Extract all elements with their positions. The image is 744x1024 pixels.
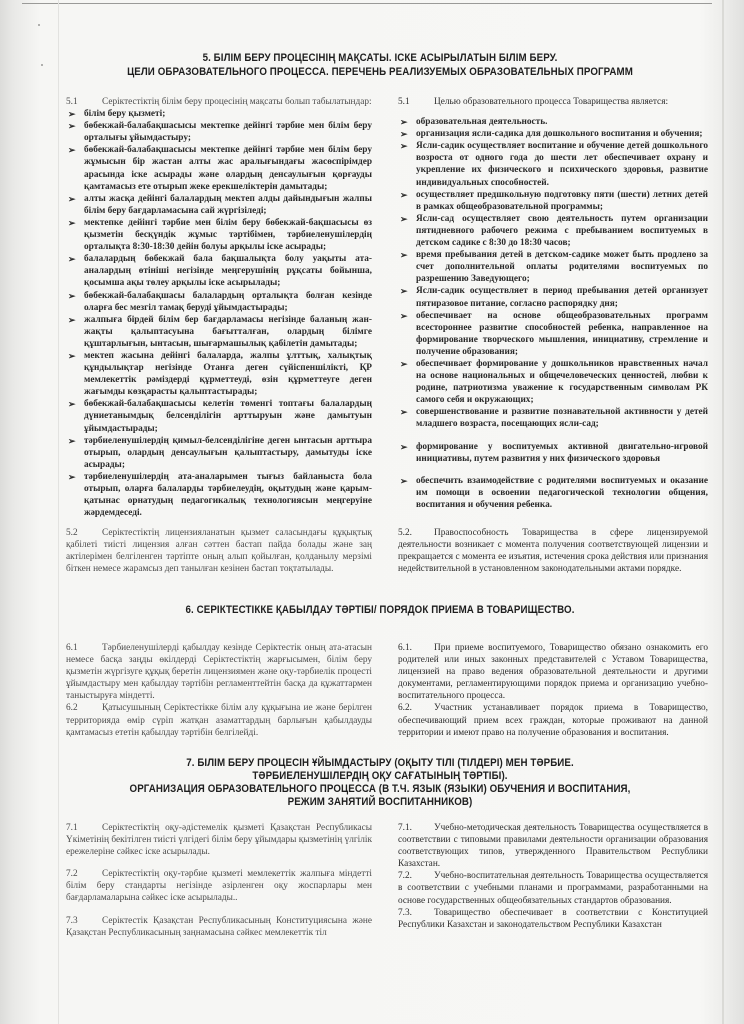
- arrow-bullet-icon: ➢: [400, 141, 408, 152]
- paragraph-text: Правоспособность Товарищества в сфере лицензируемой деятельности возникает с момента получения соответствующей лицензии и прекращается с момента ее изъятия, истечения срока действия или признания недействительной в установленном законодательными актами порядке.: [398, 528, 708, 575]
- arrow-bullet-icon: ➢: [68, 399, 76, 410]
- list-item: ➢ Ясли-сад осуществляет свою деятельность путем организации пятидневного рабочего режима с пребыванием воспитуемых в детском садике с 8:30 до 18:30 часов;: [400, 213, 708, 249]
- scan-fold-line: [58, 0, 59, 1024]
- section-7-ru-column: [398, 822, 708, 931]
- paragraph-6-2-kz: [66, 702, 372, 738]
- arrow-bullet-icon: ➢: [68, 145, 76, 156]
- list-item: ➢ тәрбиеленушілердің ата-аналарымен тығыз байланыста бола отырып, оларға балаларды тәрбиелеудің, оқытудың және қарым-қатынас орнатудың педагогикалық технологиясын меңгеруіне жәрдемдеседі.: [68, 471, 372, 519]
- paragraph-text: Серіктестіктің оқу-әдістемелік қызметі Қазақстан Республикасы Үкіметінің бекітілген тиісті үлгідегі білім беру ұйымдары қызметінің үлгілік ережелеріне сәйкес іске асырылады.: [66, 823, 372, 858]
- list-item: ➢ обеспечивает на основе общеобразовательных программ всестороннее развитие способностей ребенка, направленное на формирование творческого мышления, инициативу, стремление и получение образования;: [400, 310, 708, 357]
- arrow-bullet-icon: ➢: [68, 471, 76, 482]
- section-5-ru-column: [398, 96, 708, 511]
- paragraph-number: 7.1.: [398, 823, 412, 833]
- list-item: ➢ организация ясли-садика для дошкольного воспитания и обучения;: [400, 129, 703, 140]
- arrow-bullet-icon: ➢: [68, 217, 76, 228]
- paragraph-text: Тәрбиеленушілерді қабылдау кезінде Серіктестік оның ата-атасын немесе басқа заңды өкілдерді Серіктестіктің жарғысымен, білім беру қызметін жүргізуге құқық беретін лицензиямен және оқу-тәрбиелік процесті ұйымдастыру мен қабылдау тәртібін регламенттейтін басқа да құжаттармен таныстыруға міндетті.: [66, 643, 372, 702]
- section-7-heading-line3: ОРГАНИЗАЦИЯ ОБРАЗОВАТЕЛЬНОГО ПРОЦЕССА (В Т.Ч. ЯЗЫК (ЯЗЫКИ) ОБУЧЕНИЯ И ВОСПИТАНИЯ,: [129, 783, 631, 795]
- arrow-bullet-icon: ➢: [68, 193, 76, 204]
- arrow-bullet-icon: ➢: [68, 109, 76, 120]
- arrow-bullet-icon: ➢: [400, 475, 408, 486]
- scan-speck: [41, 64, 43, 66]
- section-7-heading-line2: ТӘРБИЕЛЕНУШІЛЕРДІҢ ОҚУ САҒАТЫНЫҢ ТӘРТІБІ).: [252, 770, 508, 782]
- goals-list-ru: [398, 116, 708, 511]
- paragraph-7-3-ru: [398, 907, 708, 931]
- paragraph-7-1-ru: [398, 822, 708, 870]
- paragraph-5-2-ru: [398, 527, 708, 575]
- arrow-bullet-icon: ➢: [400, 129, 408, 140]
- list-item: ➢ алты жасқа дейінгі балалардың мектеп алды дайындығын жалпы білім беру бағдарламасына сай жүргізіледі;: [68, 193, 372, 216]
- list-item: ➢ мектеп жасына дейінгі балаларда, жалпы ұлттық, халықтық құндылықтар негізінде Отанға деген сүйіспеншілікті, ҚР мемлекеттік рәміздерді құрметтеуді, өзін құрметтеуге деген жағымды көзқарасты қалыптастырады;: [68, 350, 372, 398]
- arrow-bullet-icon: ➢: [400, 407, 408, 418]
- paragraph-text: Серіктестіктің лицензияланатын қызмет саласындағы құқықтық қабілеті тиісті лицензия алған сәттен бастап пайда болады және заң актілерімен белгіленген тәртіпте оның алып қойылған, қолданылу мерзімі біткен немесе жарамсыз деп танылған кезінен бастап тоқтатылады.: [66, 528, 372, 575]
- list-item: ➢ бөбекжай-балабақшасысы келетін төменгі топтағы балалардың дүниетанымдық белсенділігін арттыруын және дамытуын ұйымдастырады;: [68, 399, 372, 434]
- paragraph-number: 5.1: [398, 97, 410, 107]
- paragraph-number: 7.1: [66, 823, 78, 833]
- arrow-bullet-icon: ➢: [68, 290, 76, 301]
- paragraph-text: Серіктестік Қазақстан Республикасының Конституциясына және Қазақстан Республикасының заңнамасына сәйкес мемлекеттік тіл: [66, 915, 372, 938]
- paragraph-5-2-kz: [66, 527, 372, 575]
- list-item: ➢ формирование у воспитуемых активной двигательно-игровой инициативы, путем развития у них физического здоровья: [400, 441, 708, 464]
- list-item: ➢ Ясли-садик осуществляет в период пребывания детей организует пятиразовое питание, согласно распорядку дня;: [400, 286, 708, 309]
- arrow-bullet-icon: ➢: [400, 310, 408, 321]
- list-item: ➢ білім беру қызметі;: [68, 109, 166, 120]
- list-item: ➢ мектепке дейінгі тәрбие мен білім беру бөбекжай-бақшасысы өз қызметін бесқүндік жұмыс тәртібімен, тәрбиеленушілердің орталықта 8:30-18:30 дейін болуы арқылы іске асырады;: [68, 217, 372, 253]
- paragraph-text: Учебно-воспитательная деятельность Товарищества осуществляется в соответствии с учебными планами и программами, разработанными на основе государственных общеобязательных стандартов образования.: [398, 871, 708, 906]
- arrow-bullet-icon: ➢: [68, 121, 76, 132]
- arrow-bullet-icon: ➢: [68, 350, 76, 361]
- arrow-bullet-icon: ➢: [400, 250, 408, 261]
- section-6-kz-column: [66, 642, 372, 739]
- paragraph-text: При приеме воспитуемого, Товарищество обязано ознакомить его родителей или иных законных представителей с Уставом Товарищества, лицензией на право ведения образовательной деятельности и другими документами, регламентирующими порядок приема и организацию учебно-воспитательного процесса.: [398, 643, 708, 702]
- arrow-bullet-icon: ➢: [400, 117, 408, 128]
- arrow-bullet-icon: ➢: [400, 286, 408, 297]
- section-5-heading-kz: 5. БІЛІМ БЕРУ ПРОЦЕСІНІҢ МАҚСАТЫ. ІСКЕ АСЫРЫЛАТЫН БІЛІМ БЕРУ.: [202, 52, 558, 64]
- paragraph-text: Целью образовательного процесса Товарищества является:: [434, 97, 669, 107]
- paragraph-number: 7.3: [66, 915, 78, 926]
- paragraph-5-1-kz: [66, 96, 372, 108]
- goals-list-kz: [66, 108, 372, 519]
- list-item: ➢ бөбекжай-балабақшасысы мектепке дейінгі тәрбие мен білім беру жұмысын бір жастан алты жас аралығындағы жасөспірімдер арасында іске асырады және олардың денсаулығын қорғауды қамтамасыз ете отырып жеке ерекшеліктерін дамытады;: [68, 145, 372, 192]
- list-item: ➢ осуществляет предшкольную подготовку пяти (шести) летних детей в рамках общеобразовательной программы;: [400, 189, 708, 212]
- arrow-bullet-icon: ➢: [400, 441, 408, 452]
- paragraph-text: Учебно-методическая деятельность Товарищества осуществляется в соответствии с типовыми правилами деятельности организации образования соответствующих типов, утвержденного Правительством Республики Казахстан.: [398, 823, 708, 870]
- paragraph-7-2-kz: [66, 868, 372, 904]
- list-item: ➢ время пребывания детей в детском-садике может быть продлено за счет дополнительной оплаты родителями воспитуемых по разрешению Заведующего;: [400, 250, 708, 285]
- section-7-kz-column: [66, 822, 372, 939]
- paragraph-number: 7.2: [66, 869, 78, 880]
- paragraph-6-2-ru: [398, 702, 708, 738]
- paragraph-text: Қатысушының Серіктестікке білім алу құқығына ие және берілген территорияда өмір сүріп жатқан азаматтардың барлығын қабылдауды қамтамасыз ететін қабылдау тәртібін белгілейді.: [66, 703, 372, 738]
- section-6-heading: 6. СЕРІКТЕСТІККЕ ҚАБЫЛДАУ ТӘРТІБІ/ ПОРЯДОК ПРИЕМА В ТОВАРИЩЕСТВО.: [185, 604, 575, 616]
- paragraph-6-1-ru: [398, 642, 708, 702]
- section-7-heading-line1: 7. БІЛІМ БЕРУ ПРОЦЕСІН ҰЙЫМДАСТЫРУ (ОҚЫТУ ТІЛІ (ТІЛДЕРІ) МЕН ТӘРБИЕ.: [186, 757, 574, 769]
- paragraph-number: 5.2: [66, 528, 78, 538]
- list-item: ➢ обеспечивает формирование у дошкольников нравственных начал на основе национальных и общечеловеческих ценностей, любви к родине, патриотизма уважение к государственным символам РК самого себя и окружающих;: [400, 358, 708, 406]
- paragraph-number: 5.1: [66, 97, 78, 107]
- paragraph-7-1-kz: [66, 822, 372, 858]
- paragraph-number: 6.1.: [398, 643, 412, 653]
- arrow-bullet-icon: ➢: [400, 213, 408, 224]
- paragraph-number: 6.1: [66, 643, 78, 653]
- arrow-bullet-icon: ➢: [68, 254, 76, 265]
- paragraph-text: Товарищество обеспечивает в соответствии с Конституцией Республики Казахстан и законодательством Республики Казахстан: [398, 907, 708, 930]
- arrow-bullet-icon: ➢: [68, 435, 76, 446]
- arrow-bullet-icon: ➢: [68, 314, 76, 325]
- list-item: ➢ жалпыға бірдей білім бер бағдарламасы негізінде баланың жан-жақты қалыптасуына бағытталған, олардың білімге құштарлығын, ынтасын, шығармашылық қабілетін дамытады;: [68, 314, 372, 349]
- list-item: ➢ бөбекжай-балабақшасы балалардың орталықта болған кезінде оларға бес мезгіл тамақ беруді ұйымдастырады;: [68, 290, 372, 313]
- list-item: ➢ бөбекжай-балабақшасысы мектепке дейінгі тәрбие мен білім беру орталығы ұйымдастыру;: [68, 121, 372, 144]
- paragraph-7-2-ru: [398, 870, 708, 906]
- paragraph-number: 7.3.: [398, 907, 412, 918]
- paragraph-text: Серіктестіктің білім беру процесінің мақсаты болып табылатындар:: [102, 97, 372, 107]
- list-item: ➢ Ясли-садик осуществляет воспитание и обучение детей дошкольного возроста от одного года до шести лет обеспечивает охрану и укрепление их физического и психического здоровья, развитие индивидуальных способностей.: [400, 141, 708, 188]
- paragraph-number: 5.2.: [398, 528, 412, 538]
- paragraph-number: 6.2.: [398, 703, 412, 714]
- list-item: ➢ балалардың бөбекжай бала бақшалықта болу уақыты ата-аналардың өтініші негізінде меңгерушінің рұқсаты бойынша, қосымша ақы төлеу арқылы іске асырылады;: [68, 254, 372, 289]
- paragraph-text: Серіктестіктің оқу-тәрбие қызметі мемлекеттік жалпыға міндетті білім беру стандарты негізінде әзірленген оқу жоспарлары мен бағдарламаларына сәйкес іске асырылады..: [66, 869, 372, 904]
- section-7-heading-line4: РЕЖИМ ЗАНЯТИЙ ВОСПИТАННИКОВ): [287, 796, 473, 808]
- section-5-kz-column: [66, 96, 372, 519]
- paragraph-5-1-ru: [398, 96, 708, 108]
- arrow-bullet-icon: ➢: [400, 189, 408, 200]
- paragraph-number: 6.2: [66, 703, 78, 714]
- scan-speck: [38, 24, 40, 26]
- section-5-heading-ru: ЦЕЛИ ОБРАЗОВАТЕЛЬНОГО ПРОЦЕССА. ПЕРЕЧЕНЬ РЕАЛИЗУЕМЫХ ОБРАЗОВАТЕЛЬНЫХ ПРОГРАММ: [127, 66, 633, 78]
- paragraph-number: 7.2.: [398, 871, 412, 882]
- arrow-bullet-icon: ➢: [400, 358, 408, 369]
- list-item: ➢ образовательная деятельность.: [400, 117, 548, 128]
- scan-right-edge: [722, 0, 724, 1024]
- list-item: ➢ тәрбиеленушілердің қимыл-белсенділігіне деген ынтасын арттыра отырып, олардың денсаулығын қалыптастыру, дамытуды іске асырады;: [68, 435, 372, 470]
- scan-edge-line: [22, 3, 712, 4]
- paragraph-7-3-kz: [66, 915, 372, 939]
- paragraph-6-1-kz: [66, 642, 372, 702]
- list-item: ➢ совершенствование и развитие познавательной активности у детей младшего возраста, посещающих ясли-сад;: [400, 407, 708, 430]
- paragraph-text: Участник устанавливает порядок приема в Товарищество, обеспечивающий прием всех граждан, которые проживают на данной территории и имеют право на получение образования и воспитания.: [398, 703, 708, 738]
- section-6-ru-column: [398, 642, 708, 739]
- list-item: ➢ обеспечить взаимодействие с родителями воспитуемых и оказание им помощи в освоении педагогической технологии общения, воспитания и обучения ребенка.: [400, 475, 708, 510]
